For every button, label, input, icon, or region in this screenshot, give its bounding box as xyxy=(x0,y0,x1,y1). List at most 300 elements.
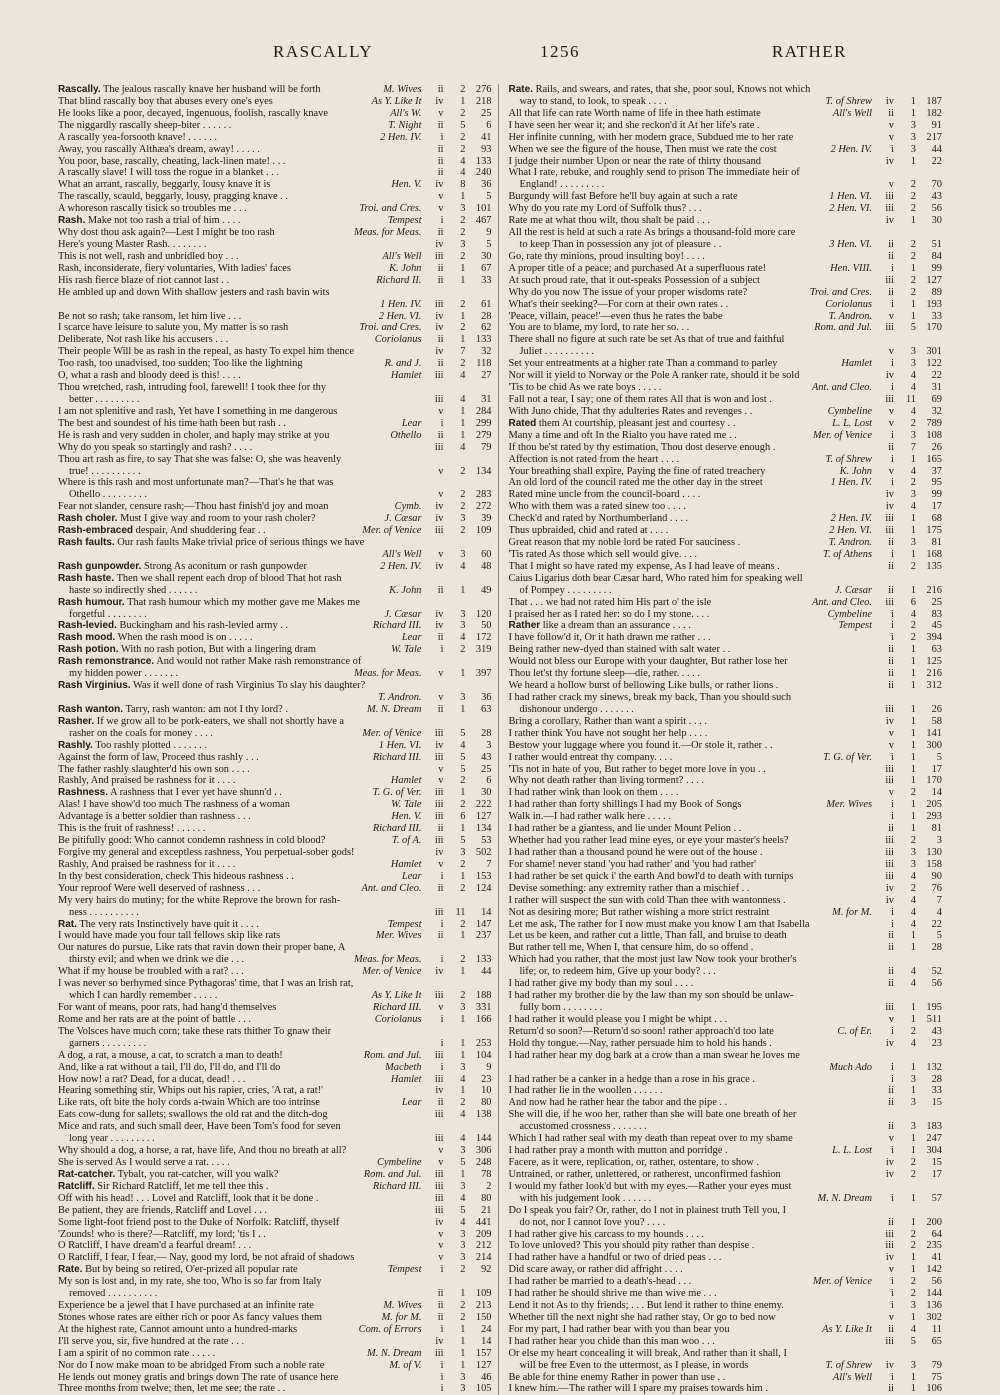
concordance-line xyxy=(509,704,943,716)
quotation: Which I had rather seal with my death than repeat over to my shame xyxy=(508,1133,793,1145)
concordance-line xyxy=(58,1157,492,1169)
act-number: iv xyxy=(885,715,894,727)
play-title: 3 Hen. VI. xyxy=(829,238,872,250)
act-number: iv xyxy=(435,322,444,334)
play-title: Mer. Wives xyxy=(375,930,422,942)
act-number: iii xyxy=(434,525,444,537)
concordance-line xyxy=(58,740,492,752)
concordance-line xyxy=(58,692,492,704)
line-number: 467 xyxy=(475,215,492,227)
right-running-head: RATHER xyxy=(771,42,847,61)
quotation-text xyxy=(58,311,375,323)
line-number: 22 xyxy=(931,155,942,167)
quotation: What if my house be troubled with a rat? . . . xyxy=(58,966,244,978)
scene-number: 2 xyxy=(460,322,466,334)
play-title: T. of Shrew xyxy=(825,453,872,465)
quotation: The father rashly slaughter'd his own son . . . . xyxy=(58,763,250,775)
scene-number: 2 xyxy=(460,858,466,870)
play-title: Hamlet xyxy=(390,370,422,382)
concordance-line xyxy=(58,466,492,478)
act-number: i xyxy=(891,477,894,489)
concordance-line xyxy=(509,120,943,132)
play-title: T. Night xyxy=(388,119,422,131)
headword: Rate. xyxy=(508,84,533,95)
scene-number: 2 xyxy=(910,286,916,298)
quotation-text xyxy=(509,692,869,704)
act-number: v xyxy=(438,203,444,215)
scene-number: 2 xyxy=(910,417,916,429)
act-number: ii xyxy=(437,703,444,715)
play-title: Coriolanus xyxy=(374,1013,422,1025)
play-title: L. L. Lost xyxy=(832,1145,872,1157)
quotation: 'Tis to be chid As we rate boys . . . . . xyxy=(508,382,662,394)
quotation: I was never so berhymed since Pythagoras' time, that I was an Irish rat, xyxy=(58,978,354,990)
concordance-line xyxy=(509,1324,943,1336)
scene-number xyxy=(894,334,916,346)
scene-number: 3 xyxy=(460,548,466,560)
line-number: 120 xyxy=(475,608,492,620)
quotation-text xyxy=(58,573,418,585)
quotation-text xyxy=(58,84,379,96)
scene-number: 1 xyxy=(910,1145,916,1157)
scene-number: 3 xyxy=(460,513,466,525)
concordance-line xyxy=(509,203,943,215)
line-number: 64 xyxy=(931,1228,942,1240)
scene-number xyxy=(444,716,466,728)
line-number: 95 xyxy=(931,477,942,489)
quotation: I rather think You have not sought her help . . . . xyxy=(508,727,708,739)
quotation-text xyxy=(509,1026,834,1038)
line-number xyxy=(466,680,492,692)
line-number: 43 xyxy=(481,751,492,763)
quotation: I had rather hear you chide than this man woo . . . xyxy=(508,1335,715,1347)
concordance-line xyxy=(58,835,492,847)
play-title: Much Ado xyxy=(829,1061,872,1073)
line-number: 394 xyxy=(926,632,942,644)
concordance-line xyxy=(509,525,943,537)
quotation: Facere, as it were, replication, or, rather, ostentare, to show . xyxy=(508,1156,759,1168)
headword: Rash. xyxy=(58,215,86,227)
line-number: 7 xyxy=(936,894,942,906)
concordance-line xyxy=(58,1169,492,1181)
quotation-text xyxy=(509,632,869,644)
quotation: I had rather crack my sinews, break my back, Than you should such xyxy=(508,692,792,704)
concordance-line xyxy=(58,1252,492,1264)
scene-number: 1 xyxy=(910,155,916,167)
scene-number: 3 xyxy=(460,620,466,632)
scene-number: 2 xyxy=(460,525,466,537)
quotation-text xyxy=(58,382,418,394)
line-number: 213 xyxy=(475,1300,492,1312)
quotation-text xyxy=(58,620,369,632)
quotation-text xyxy=(58,525,358,537)
line-number: 28 xyxy=(481,310,492,322)
quotation: my hidden power . . . . . . . xyxy=(69,668,179,680)
act-number xyxy=(872,954,894,966)
line-number: 15 xyxy=(931,1097,942,1109)
act-number: i xyxy=(440,215,444,227)
quotation-text xyxy=(509,203,826,215)
act-number: ii xyxy=(888,656,894,668)
scene-number xyxy=(894,990,916,1002)
headword: Rashly. xyxy=(58,739,93,751)
quotation-text xyxy=(58,537,418,549)
play-title: T. G. of Ver. xyxy=(823,751,872,763)
line-number: 10 xyxy=(481,1085,492,1097)
line-number: 90 xyxy=(931,870,942,882)
scene-number: 2 xyxy=(460,358,466,370)
quotation: Let us be keen, and rather cut a little, Than fall, and bruise to death xyxy=(508,930,787,942)
line-number xyxy=(916,84,942,96)
quotation: forgetful . . . . . . . . xyxy=(69,608,147,620)
quotation: That blind rascally boy that abuses every one's eyes xyxy=(58,95,273,107)
scene-number: 2 xyxy=(460,131,466,143)
quotation-text xyxy=(58,287,418,299)
quotation-text xyxy=(509,704,869,716)
line-number: 183 xyxy=(926,1121,942,1133)
line-number: 279 xyxy=(475,429,492,441)
quotation: You are to blame, my lord, to rate her so. . . xyxy=(508,322,690,334)
line-number xyxy=(466,978,492,990)
quotation-text xyxy=(58,775,387,787)
scene-number: 2 xyxy=(460,143,466,155)
concordance-line xyxy=(58,775,492,787)
quotation-text xyxy=(58,752,369,764)
play-title: 1 Hen. IV. xyxy=(380,298,422,310)
act-number: v xyxy=(888,1013,894,1025)
concordance-line xyxy=(509,1276,943,1288)
quotation-text xyxy=(509,84,869,96)
act-number xyxy=(422,680,444,692)
scene-number: 2 xyxy=(460,799,466,811)
quotation-text xyxy=(509,787,869,799)
concordance-line xyxy=(509,1360,943,1372)
line-number: 43 xyxy=(931,191,942,203)
quotation: 'Tis rated As those which sell would give. . . . xyxy=(508,548,698,560)
act-number: v xyxy=(438,668,444,680)
concordance-line xyxy=(509,573,943,585)
quotation-text xyxy=(509,859,869,871)
play-title: Meas. for Meas. xyxy=(353,668,422,680)
quotation-text xyxy=(509,764,869,776)
line-number: 30 xyxy=(481,787,492,799)
scene-number: 1 xyxy=(910,1371,916,1383)
concordance-line xyxy=(58,334,492,346)
scene-number: 6 xyxy=(460,811,466,823)
concordance-line xyxy=(58,1300,492,1312)
scene-number: 4 xyxy=(460,739,466,751)
scene-number xyxy=(444,656,466,668)
scene-number: 11 xyxy=(905,393,916,405)
play-title: M. N. Dream xyxy=(367,1347,422,1359)
quotation-text xyxy=(58,597,418,609)
act-number: v xyxy=(888,787,894,799)
line-number xyxy=(466,287,492,299)
act-number xyxy=(422,287,444,299)
quotation: Our natures do pursue, Like rats that ravin down their proper bane, A xyxy=(58,942,346,954)
concordance-line xyxy=(58,668,492,680)
scene-number: 2 xyxy=(460,990,466,1002)
quotation-text xyxy=(58,299,376,311)
play-title: R. and J. xyxy=(384,358,422,370)
act-number xyxy=(872,1205,894,1217)
quotation-text xyxy=(509,1062,826,1074)
concordance-line xyxy=(509,978,943,990)
scene-number: 2 xyxy=(460,465,466,477)
scene-number: 1 xyxy=(910,310,916,322)
act-number: i xyxy=(891,608,894,620)
line-number: 33 xyxy=(931,310,942,322)
play-title: Coriolanus xyxy=(374,334,422,346)
scene-number: 1 xyxy=(460,966,466,978)
act-number: i xyxy=(440,1323,444,1335)
quotation: Fall not a tear, I say; one of them rates All that is won and lost . xyxy=(508,393,772,405)
scene-number: 1 xyxy=(910,703,916,715)
quotation: Three months from twelve; then, let me see; the rate . . xyxy=(58,1383,286,1395)
line-number: 168 xyxy=(926,548,942,560)
line-number: 51 xyxy=(931,238,942,250)
quotation-text xyxy=(58,1240,418,1252)
line-number xyxy=(466,895,492,907)
concordance-line xyxy=(58,251,492,263)
scene-number: 1 xyxy=(910,453,916,465)
act-number: ii xyxy=(888,1383,894,1395)
scene-number xyxy=(444,1026,466,1038)
concordance-line xyxy=(509,680,943,692)
quotation: I had rather it would please you I might be whipt . . . xyxy=(508,1013,728,1025)
concordance-line xyxy=(509,1193,943,1205)
scene-number: 1 xyxy=(910,95,916,107)
scene-number: 1 xyxy=(910,775,916,787)
quotation-text xyxy=(509,1252,869,1264)
concordance-line xyxy=(509,191,943,203)
quotation-text xyxy=(509,561,869,573)
quotation-text xyxy=(58,156,418,168)
concordance-line xyxy=(509,811,943,823)
scene-number: 3 xyxy=(910,1073,916,1085)
concordance-line xyxy=(58,883,492,895)
line-number: 99 xyxy=(931,262,942,274)
act-number: ii xyxy=(888,644,894,656)
headword: Rash remonstrance. xyxy=(58,656,155,668)
quotation: She is served As I would serve a rat. . . . . xyxy=(58,1156,230,1168)
quotation-text xyxy=(509,1145,829,1157)
scene-number: 3 xyxy=(460,1180,466,1192)
scene-number: 4 xyxy=(910,405,916,417)
act-number: ii xyxy=(888,680,894,692)
concordance-line xyxy=(58,859,492,871)
concordance-line xyxy=(58,299,492,311)
quotation: All that life can rate Worth name of life in thee hath estimate xyxy=(508,107,761,119)
line-number xyxy=(916,167,942,179)
concordance-line xyxy=(58,1205,492,1217)
quotation: He lends out money gratis and brings down The rate of usance here xyxy=(58,1371,339,1383)
play-title: K. John xyxy=(389,584,422,596)
act-number: v xyxy=(888,179,894,191)
quotation: Walk in.—I had rather walk here . . . . . xyxy=(508,811,671,823)
play-title: Mer. Wives xyxy=(826,799,872,811)
act-number: iv xyxy=(435,1085,444,1097)
act-number: iii xyxy=(434,990,444,1002)
scene-number: 1 xyxy=(460,1347,466,1359)
quotation: Make not too rash a trial of him . . . . xyxy=(87,215,241,227)
play-title: Richard III. xyxy=(372,1180,422,1192)
act-number: ii xyxy=(437,84,444,95)
scene-number: 1 xyxy=(910,811,916,823)
quotation: Bestow your luggage where you found it.—Or stole it, rather . . xyxy=(508,739,773,751)
concordance-line xyxy=(58,156,492,168)
concordance-line xyxy=(58,1026,492,1038)
act-number: ii xyxy=(888,1097,894,1109)
play-title: K. John xyxy=(839,465,872,477)
concordance-line xyxy=(58,311,492,323)
scene-number: 3 xyxy=(460,692,466,704)
scene-number: 2 xyxy=(460,1311,466,1323)
quotation-text xyxy=(58,787,369,799)
concordance-line xyxy=(58,239,492,251)
concordance-line xyxy=(58,656,492,668)
quotation-text xyxy=(58,1026,418,1038)
line-number: 50 xyxy=(481,620,492,632)
scene-number: 2 xyxy=(910,787,916,799)
headword: Rash choler. xyxy=(58,513,118,525)
act-number: v xyxy=(888,310,894,322)
act-number: i xyxy=(891,1025,894,1037)
quotation-text xyxy=(58,334,371,346)
scene-number: 1 xyxy=(910,668,916,680)
concordance-line xyxy=(58,1264,492,1276)
quotation: Who with them was a rated sinew too . . . . xyxy=(508,501,686,513)
act-number: iv xyxy=(435,739,444,751)
scene-number: 2 xyxy=(460,250,466,262)
play-title: Cymb. xyxy=(394,501,422,513)
scene-number: 1 xyxy=(910,656,916,668)
line-number: 135 xyxy=(926,560,942,572)
quotation: I am not splenitive and rash, Yet have I something in me dangerous xyxy=(58,405,338,417)
act-number: i xyxy=(891,918,894,930)
quotation: At such proud rate, that it out-speaks Possession of a subject xyxy=(508,274,760,286)
scene-number: 5 xyxy=(460,835,466,847)
scene-number: 2 xyxy=(910,560,916,572)
scene-number: 3 xyxy=(910,131,916,143)
quotation: Strong As aconitum or rash gunpowder xyxy=(143,560,308,572)
quotation-text xyxy=(509,132,869,144)
line-number xyxy=(916,1181,942,1193)
play-title: Mer. of Venice xyxy=(362,525,422,537)
scene-number: 1 xyxy=(460,1049,466,1061)
scene-number: 1 xyxy=(910,1192,916,1204)
scene-number: 1 xyxy=(460,191,466,203)
line-number: 301 xyxy=(926,346,942,358)
scene-number: 4 xyxy=(910,966,916,978)
quotation-text xyxy=(58,930,372,942)
concordance-line xyxy=(509,632,943,644)
act-number: iv xyxy=(435,95,444,107)
scene-number: 1 xyxy=(910,680,916,692)
line-number: 28 xyxy=(931,942,942,954)
quotation-text xyxy=(509,120,869,132)
concordance-line xyxy=(58,978,492,990)
act-number: ii xyxy=(888,668,894,680)
quotation-text xyxy=(58,585,385,597)
scene-number: 3 xyxy=(460,1001,466,1013)
quotation-text xyxy=(509,1097,869,1109)
play-title: M. for M. xyxy=(832,906,872,918)
play-title: Troi. and Cres. xyxy=(359,203,422,215)
quotation-text xyxy=(509,418,829,430)
quotation-text xyxy=(58,430,386,442)
scene-number xyxy=(894,1205,916,1217)
line-number: 21 xyxy=(481,1204,492,1216)
act-number xyxy=(422,942,444,954)
headword: Rash wanton. xyxy=(58,703,124,715)
quotation-text xyxy=(509,1133,869,1145)
scene-number: 3 xyxy=(460,238,466,250)
quotation: But by being so retired, O'er-prized all popular rate xyxy=(85,1264,298,1276)
quotation: There shall no figure at such rate be set As that of true and faithful xyxy=(508,334,785,346)
quotation: O Ratcliff, I have dream'd a fearful dream! . . . xyxy=(58,1240,252,1252)
concordance-line xyxy=(509,644,943,656)
line-number: 32 xyxy=(931,405,942,417)
two-column-body xyxy=(58,84,942,1395)
concordance-line xyxy=(58,930,492,942)
quotation: Why dost thou ask again?—Lest I might be too rash xyxy=(58,227,275,239)
line-number: 70 xyxy=(931,179,942,191)
act-number: iii xyxy=(434,811,444,823)
line-number: 56 xyxy=(931,978,942,990)
concordance-line xyxy=(509,1074,943,1086)
line-number: 147 xyxy=(475,918,492,930)
scene-number: 1 xyxy=(460,870,466,882)
concordance-line xyxy=(58,477,492,489)
quotation: We heard a hollow burst of bellowing Like bulls, or rather lions . xyxy=(508,680,779,692)
quotation-text xyxy=(509,907,829,919)
line-number: 15 xyxy=(931,1156,942,1168)
act-number xyxy=(422,597,444,609)
act-number: ii xyxy=(437,227,444,239)
act-number: iv xyxy=(885,894,894,906)
line-number: 14 xyxy=(481,1335,492,1347)
play-title: M. N. Dream xyxy=(367,703,422,715)
scene-number: 1 xyxy=(460,95,466,107)
scene-number: 5 xyxy=(460,1156,466,1168)
line-number: 789 xyxy=(926,417,942,429)
line-number: 67 xyxy=(481,262,492,274)
quotation-text xyxy=(509,299,822,311)
scene-number: 4 xyxy=(460,441,466,453)
act-number: iv xyxy=(885,1252,894,1264)
act-number: iii xyxy=(434,1192,444,1204)
quotation: To love unloved? This you should pity rather than despise . xyxy=(508,1240,755,1252)
concordance-line xyxy=(58,644,492,656)
scene-number: 4 xyxy=(460,632,466,644)
line-number: 5 xyxy=(936,930,942,942)
line-number: 41 xyxy=(931,1252,942,1264)
act-number: v xyxy=(438,858,444,870)
act-number xyxy=(872,167,894,179)
scene-number: 3 xyxy=(460,1240,466,1252)
quotation-text xyxy=(58,1109,418,1121)
quotation: I had rather be married to a death's-head . . . xyxy=(508,1276,692,1288)
play-title: Mer. of Venice xyxy=(362,727,422,739)
act-number: i xyxy=(440,1359,444,1371)
quotation: With Juno chide, That thy adulteries Rates and revenges . . xyxy=(508,405,753,417)
line-number: 58 xyxy=(931,715,942,727)
quotation: I have seen her wear it; and she reckon'd it At her life's rate . xyxy=(508,119,760,131)
scene-number: 2 xyxy=(910,882,916,894)
quotation: I would have made you four tall fellows skip like rats xyxy=(58,930,281,942)
act-number: iv xyxy=(885,1168,894,1180)
